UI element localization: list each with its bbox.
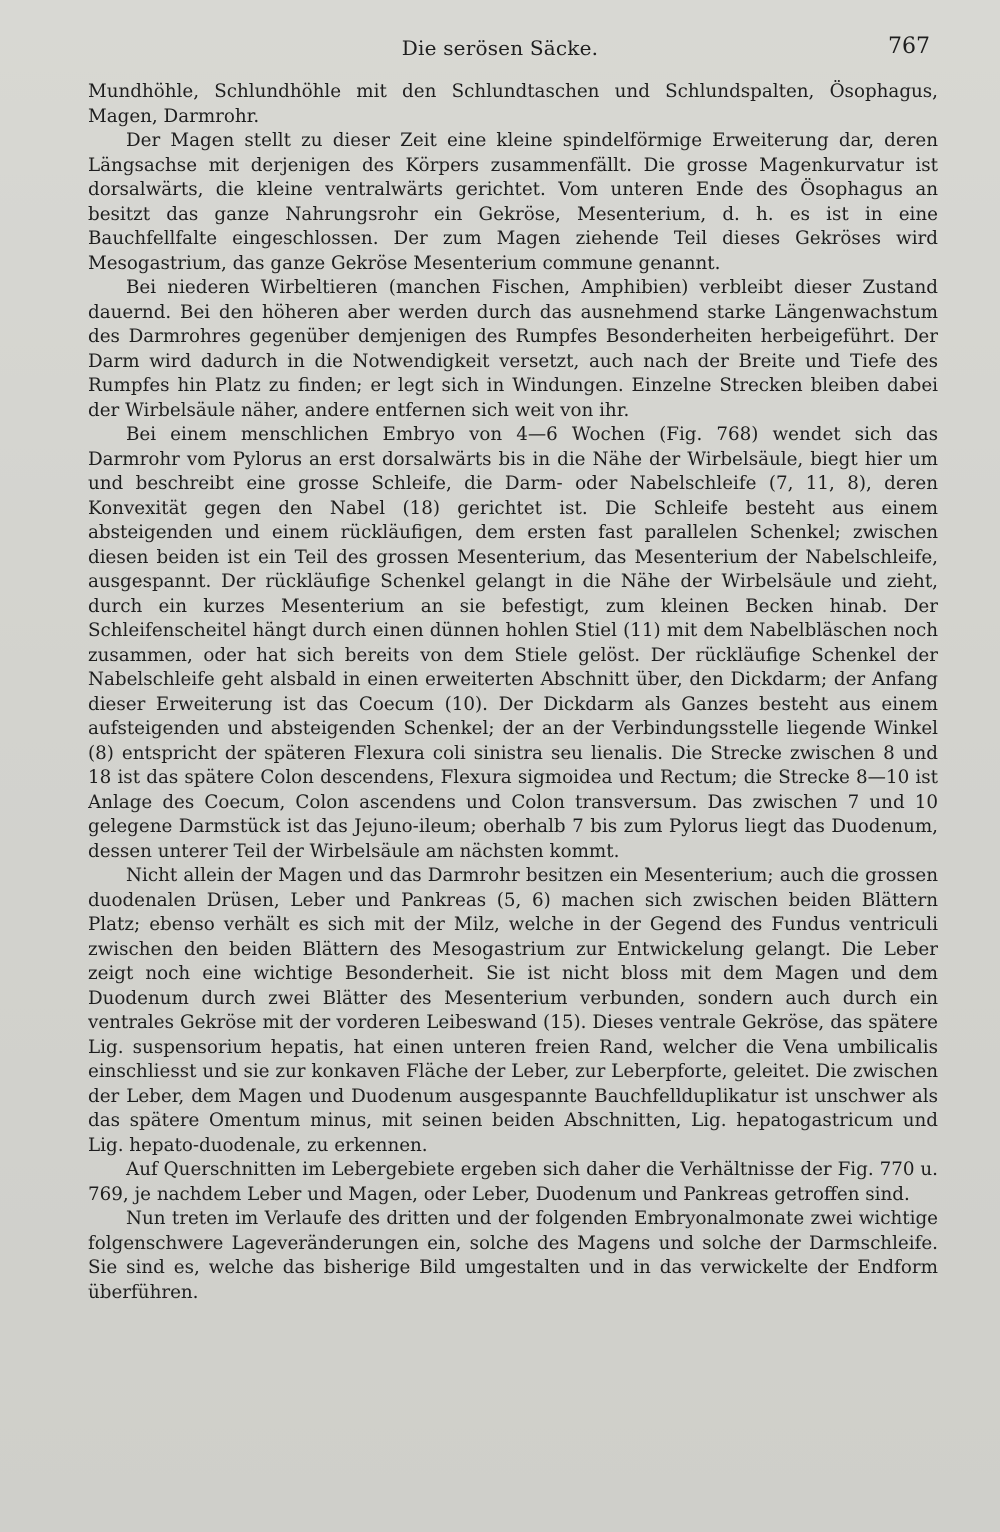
body-text: [88, 80, 938, 1480]
paragraph-6: Auf Querschnitten im Lebergebiete ergeben sich daher die Verhältnisse der Fig. 770 u. 769, je nachdem Leber und Magen, oder Leber, Duodenum und Pankreas getroffen sind.: [88, 1159, 938, 1205]
paragraph-4: Bei einem menschlichen Embryo von 4—6 Wochen (Fig. 768) wendet sich das Darmrohr vom Pylorus an erst dorsalwärts bis in die Nähe der Wirbelsäule, biegt hier um und beschreibt eine grosse Schleife, die Darm- oder Nabelschleife (7, 11, 8), deren Konvexität gegen den Nabel (18) gerichtet ist. Die Schleife besteht aus einem absteigenden und einem rückläufigen, dem ersten fast parallelen Schenkel; zwischen diesen beiden ist ein Teil des grossen Mesenterium, das Mesenterium der Nabelschleife, ausgespannt. Der rückläufige Schenkel gelangt in die Nähe der Wirbelsäule und zieht, durch ein kurzes Mesenterium an sie befestigt, zum kleinen Becken hinab. Der Schleifenscheitel hängt durch einen dünnen hohlen Stiel (11) mit dem Nabelbläschen noch zusammen, oder hat sich bereits von dem Stiele gelöst. Der rückläufige Schenkel der Nabelschleife geht alsbald in einen erweiterten Abschnitt über, den Dickdarm; der Anfang dieser Erweiterung ist das Coecum (10). Der Dickdarm als Ganzes besteht aus einem aufsteigenden und absteigenden Schenkel; der an der Verbindungsstelle liegende Winkel (8) entspricht der späteren Flexura coli sinistra seu lienalis. Die Strecke zwischen 8 und 18 ist das spätere Colon descendens, Flexura sigmoidea und Rectum; die Strecke 8—10 ist Anlage des Coecum, Colon ascendens und Colon transversum. Das zwischen 7 und 10 gelegene Darmstück ist das Jejuno-ileum; oberhalb 7 bis zum Pylorus liegt das Duodenum, dessen unterer Teil der Wirbelsäule am nächsten kommt.: [88, 424, 938, 862]
paragraph-1: Mundhöhle, Schlundhöhle mit den Schlundtaschen und Schlundspalten, Ösophagus, Magen, Darmrohr.: [88, 81, 938, 127]
paragraph-3: Bei niederen Wirbeltieren (manchen Fischen, Amphibien) verbleibt dieser Zustand dauernd. Bei den höheren aber werden durch das ausnehmend starke Längenwachstum des Darmrohres gegenüber demjenigen des Rumpfes Besonderheiten herbeigeführt. Der Darm wird dadurch in die Notwendigkeit versetzt, auch nach der Breite und Tiefe des Rumpfes hin Platz zu finden; er legt sich in Windungen. Einzelne Strecken bleiben dabei der Wirbelsäule näher, andere entfernen sich weit von ihr.: [88, 277, 938, 421]
paragraph-5: Nicht allein der Magen und das Darmrohr besitzen ein Mesenterium; auch die grossen duodenalen Drüsen, Leber und Pankreas (5, 6) machen sich zwischen beiden Blättern Platz; ebenso verhält es sich mit der Milz, welche in der Gegend des Fundus ventriculi zwischen den beiden Blättern des Mesogastrium zur Entwickelung gelangt. Die Leber zeigt noch eine wichtige Besonderheit. Sie ist nicht bloss mit dem Magen und dem Duodenum durch zwei Blätter des Mesenterium verbunden, sondern auch durch ein ventrales Gekröse mit der vorderen Leibeswand (15). Dieses ventrale Gekröse, das spätere Lig. suspensorium hepatis, hat einen unteren freien Rand, welcher die Vena umbilicalis einschliesst und sie zur konkaven Fläche der Leber, zur Leberpforte, geleitet. Die zwischen der Leber, dem Magen und Duodenum ausgespannte Bauchfellduplikatur ist unschwer als das spätere Omentum minus, mit seinen beiden Abschnitten, Lig. hepatogastricum und Lig. hepato-duodenale, zu erkennen.: [88, 865, 938, 1156]
page-number: 767: [888, 34, 930, 59]
paragraph-7: Nun treten im Verlaufe des dritten und der folgenden Embryonalmonate zwei wichtige folgenschwere Lageveränderungen ein, solche des Magens und solche der Darmschleife. Sie sind es, welche das bisherige Bild umgestalten und in das verwickelte der Endform überführen.: [88, 1208, 938, 1303]
running-head: [0, 34, 1000, 64]
paragraph-2: Der Magen stellt zu dieser Zeit eine kleine spindelförmige Erweiterung dar, deren Längsachse mit derjenigen des Körpers zusammenfällt. Die grosse Magenkurvatur ist dorsalwärts, die kleine ventralwärts gerichtet. Vom unteren Ende des Ösophagus an besitzt das ganze Nahrungsrohr ein Gekröse, Mesenterium, d. h. es ist in eine Bauchfellfalte eingeschlossen. Der zum Magen ziehende Teil dieses Gekröses wird Mesogastrium, das ganze Gekröse Mesenterium commune genannt.: [88, 130, 938, 274]
page-header-title: Die serösen Säcke.: [401, 36, 599, 60]
